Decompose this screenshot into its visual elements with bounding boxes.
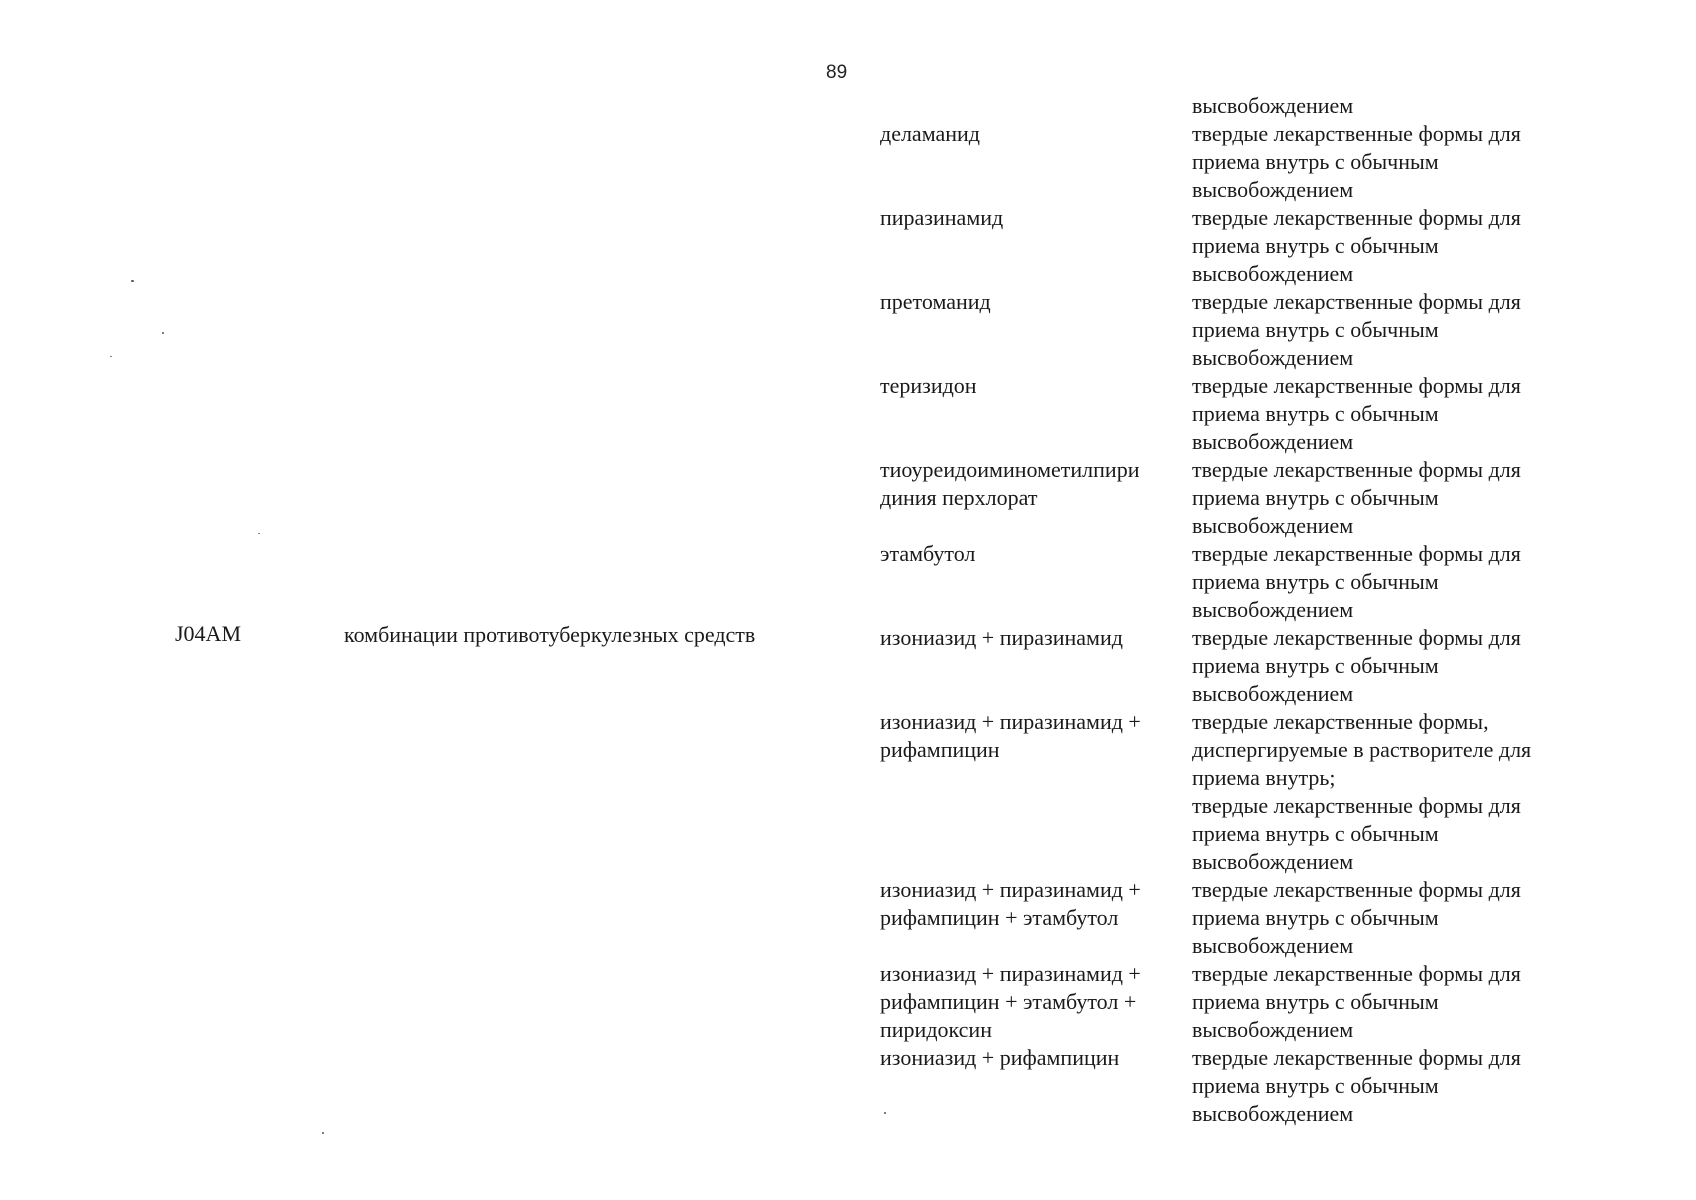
dosage-form-line: диспергируемые в растворителе для — [1192, 737, 1532, 762]
scan-speck — [162, 332, 164, 334]
drug-name-cell — [880, 120, 1192, 204]
drug-name-line: тиоуреидоиминометилпири — [880, 457, 1140, 482]
table-row — [880, 624, 1580, 708]
dosage-form-line: твердые лекарственные формы для — [1192, 961, 1521, 986]
dosage-form-line: приема внутрь с обычным — [1192, 569, 1439, 594]
dosage-form-line: высвобождением — [1192, 1101, 1354, 1126]
dosage-form-line: твердые лекарственные формы для — [1192, 205, 1521, 230]
drug-table — [880, 92, 1580, 1128]
dosage-form-line: приема внутрь с обычным — [1192, 821, 1439, 846]
dosage-form-line: приема внутрь с обычным — [1192, 317, 1439, 342]
scan-speck — [258, 533, 260, 534]
drug-name-line: этамбутол — [880, 541, 976, 566]
drug-name-cell — [880, 372, 1192, 456]
drug-name-cell — [880, 960, 1192, 1044]
dosage-form-cell — [1192, 92, 1580, 120]
drug-name-line: пиридоксин — [880, 1017, 992, 1042]
drug-name-cell — [880, 456, 1192, 540]
dosage-form-line: высвобождением — [1192, 345, 1354, 370]
dosage-form-line: твердые лекарственные формы для — [1192, 877, 1521, 902]
dosage-form-line: твердые лекарственные формы для — [1192, 541, 1521, 566]
dosage-form-line: приема внутрь с обычным — [1192, 233, 1439, 258]
table-row — [880, 960, 1580, 1044]
drug-name-line: изониазид + пиразинамид + — [880, 961, 1141, 986]
dosage-form-line: высвобождением — [1192, 429, 1354, 454]
drug-name-cell — [880, 204, 1192, 288]
dosage-form-cell — [1192, 708, 1580, 876]
atc-group-name: комбинации противотуберкулезных средств — [344, 622, 756, 647]
dosage-form-line: твердые лекарственные формы для — [1192, 373, 1521, 398]
dosage-form-line: высвобождением — [1192, 261, 1354, 286]
table-row — [880, 708, 1580, 876]
dosage-form-cell — [1192, 624, 1580, 708]
table-row — [880, 204, 1580, 288]
dosage-form-line: твердые лекарственные формы для — [1192, 457, 1521, 482]
drug-name-cell — [880, 288, 1192, 372]
drug-name-line: претоманид — [880, 289, 991, 314]
dosage-form-cell — [1192, 540, 1580, 624]
dosage-form-line: приема внутрь с обычным — [1192, 905, 1439, 930]
drug-name-cell — [880, 876, 1192, 960]
scan-speck — [131, 280, 134, 282]
dosage-form-line: приема внутрь с обычным — [1192, 989, 1439, 1014]
dosage-form-cell — [1192, 372, 1580, 456]
dosage-form-cell — [1192, 1044, 1580, 1128]
dosage-form-line: твердые лекарственные формы для — [1192, 1045, 1521, 1070]
table-row — [880, 876, 1580, 960]
table-row — [880, 288, 1580, 372]
scan-speck — [322, 1132, 324, 1134]
scan-speck — [884, 1112, 886, 1114]
table-row — [880, 1044, 1580, 1128]
drug-name-line: деламанид — [880, 121, 980, 146]
dosage-form-cell — [1192, 120, 1580, 204]
drug-name-line: изониазид + рифампицин — [880, 1045, 1120, 1070]
dosage-form-line: высвобождением — [1192, 1017, 1354, 1042]
dosage-form-line: приема внутрь с обычным — [1192, 653, 1439, 678]
drug-name-line: теризидон — [880, 373, 977, 398]
drug-name-line: рифампицин + этамбутол + — [880, 989, 1137, 1014]
drug-name-cell — [880, 540, 1192, 624]
dosage-form-line: приема внутрь с обычным — [1192, 401, 1439, 426]
table-row — [880, 456, 1580, 540]
dosage-form-line: приема внутрь; — [1192, 765, 1336, 790]
drug-name-cell — [880, 708, 1192, 876]
dosage-form-line: приема внутрь с обычным — [1192, 149, 1439, 174]
dosage-form-line: высвобождением — [1192, 933, 1354, 958]
dosage-form-line: твердые лекарственные формы для — [1192, 625, 1521, 650]
dosage-form-line: высвобождением — [1192, 93, 1354, 118]
drug-name-line: диния перхлорат — [880, 485, 1038, 510]
atc-code: J04AM — [175, 621, 242, 646]
drug-name-cell — [880, 1044, 1192, 1128]
dosage-form-line: приема внутрь с обычным — [1192, 1073, 1439, 1098]
table-row — [880, 372, 1580, 456]
page-number: 89 — [826, 62, 848, 83]
dosage-form-line: твердые лекарственные формы для — [1192, 289, 1521, 314]
drug-name-cell — [880, 92, 1192, 120]
table-row — [880, 120, 1580, 204]
drug-name-line: рифампицин + этамбутол — [880, 905, 1119, 930]
dosage-form-line: высвобождением — [1192, 513, 1354, 538]
drug-name-line: изониазид + пиразинамид + — [880, 709, 1141, 734]
dosage-form-line: твердые лекарственные формы для — [1192, 793, 1521, 818]
drug-name-cell — [880, 624, 1192, 708]
dosage-form-line: твердые лекарственные формы, — [1192, 709, 1489, 734]
dosage-form-line: высвобождением — [1192, 597, 1354, 622]
dosage-form-line: твердые лекарственные формы для — [1192, 121, 1521, 146]
dosage-form-cell — [1192, 204, 1580, 288]
dosage-form-cell — [1192, 876, 1580, 960]
dosage-form-cell — [1192, 960, 1580, 1044]
table-row — [880, 92, 1580, 120]
dosage-form-cell — [1192, 456, 1580, 540]
drug-name-line: рифампицин — [880, 737, 1000, 762]
table-row — [880, 540, 1580, 624]
dosage-form-line: приема внутрь с обычным — [1192, 485, 1439, 510]
drug-name-line: изониазид + пиразинамид — [880, 625, 1123, 650]
dosage-form-line: высвобождением — [1192, 681, 1354, 706]
drug-name-line: изониазид + пиразинамид + — [880, 877, 1141, 902]
scan-speck — [110, 356, 112, 357]
drug-name-line: пиразинамид — [880, 205, 1004, 230]
dosage-form-line: высвобождением — [1192, 177, 1354, 202]
dosage-form-line: высвобождением — [1192, 849, 1354, 874]
dosage-form-cell — [1192, 288, 1580, 372]
